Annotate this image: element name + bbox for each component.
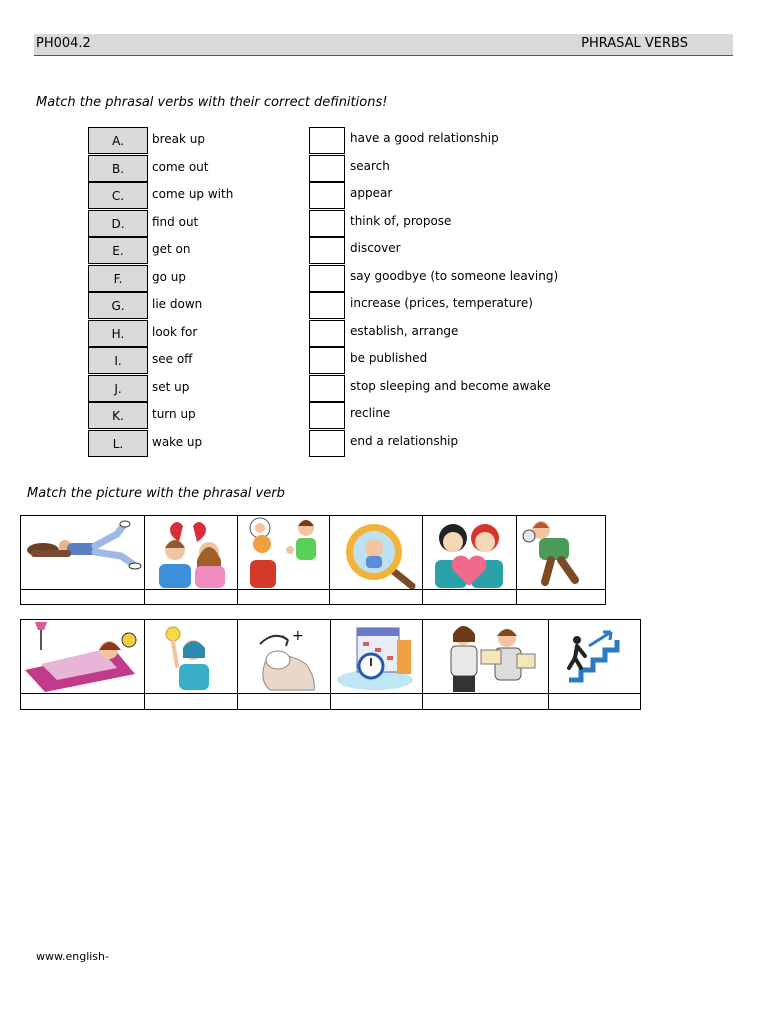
verb-letter: H. — [88, 320, 148, 347]
answer-cell[interactable] — [548, 693, 641, 710]
picture-set-up — [330, 619, 423, 695]
picture-get-on — [422, 515, 517, 591]
definition-text: recline — [350, 406, 391, 420]
phrasal-verb: get on — [152, 242, 191, 256]
picture-come-up-with — [237, 515, 330, 591]
answer-box[interactable] — [309, 127, 345, 154]
picture-turn-up — [237, 619, 331, 695]
phrasal-verb: go up — [152, 270, 186, 284]
definition-text: increase (prices, temperature) — [350, 296, 533, 310]
answer-cell[interactable] — [330, 693, 423, 710]
definition-text: discover — [350, 241, 401, 255]
answer-cell[interactable] — [422, 589, 517, 605]
phrasal-verb: find out — [152, 215, 199, 229]
phrasal-verb: see off — [152, 352, 193, 366]
answer-box[interactable] — [309, 402, 345, 429]
picture-find-out — [329, 515, 423, 591]
picture-look-for — [516, 515, 606, 591]
phrasal-verb: set up — [152, 380, 190, 394]
verb-letter: C. — [88, 182, 148, 209]
verb-letter: I. — [88, 347, 148, 374]
answer-box[interactable] — [309, 210, 345, 237]
definition-text: be published — [350, 351, 428, 365]
hugging-couple-heart-icon — [423, 516, 516, 590]
person-climbing-stairs-icon — [549, 620, 640, 694]
definition-text: end a relationship — [350, 434, 459, 448]
answer-cell[interactable] — [422, 693, 549, 710]
definition-text: search — [350, 159, 390, 173]
phrasal-verb: come out — [152, 160, 209, 174]
answer-cell[interactable] — [144, 693, 238, 710]
picture-wake-up — [20, 619, 145, 695]
verb-letter: F. — [88, 265, 148, 292]
page-header — [34, 34, 733, 56]
answer-box[interactable] — [309, 320, 345, 347]
answer-cell[interactable] — [144, 589, 238, 605]
phrasal-verb: break up — [152, 132, 206, 146]
phrasal-verb: turn up — [152, 407, 196, 421]
definition-text: stop sleeping and become awake — [350, 379, 551, 393]
hand-turning-knob-icon — [238, 620, 330, 694]
definition-text: say goodbye (to someone leaving) — [350, 269, 559, 283]
answer-box[interactable] — [309, 182, 345, 209]
svg-text:+: + — [292, 628, 304, 644]
verb-letter: D. — [88, 210, 148, 237]
broken-heart-couple-icon — [145, 516, 237, 590]
woman-idea-lightbulb-icon — [145, 620, 237, 694]
answer-cell[interactable] — [329, 589, 423, 605]
verb-letter: B. — [88, 155, 148, 182]
answer-box[interactable] — [309, 155, 345, 182]
section1-instruction: Match the phrasal verbs with their correct definitions! — [36, 95, 388, 110]
answer-cell[interactable] — [20, 693, 145, 710]
worksheet-code: PH004.2 — [36, 36, 91, 51]
picture-lie-down — [20, 515, 146, 591]
answer-box[interactable] — [309, 237, 345, 264]
definition-text: appear — [350, 186, 393, 200]
magnifying-glass-icon — [330, 516, 422, 590]
answer-box[interactable] — [309, 375, 345, 402]
phrasal-verb: come up with — [152, 187, 234, 201]
picture-go-up — [548, 619, 641, 695]
verb-letter: E. — [88, 237, 148, 264]
thinking-woman-icon — [238, 516, 329, 590]
verb-letter: K. — [88, 402, 148, 429]
footer-url: www.english- — [36, 950, 109, 963]
phrasal-verb: wake up — [152, 435, 203, 449]
section2-instruction: Match the picture with the phrasal verb — [27, 486, 285, 501]
answer-box[interactable] — [309, 430, 345, 457]
people-with-newspapers-icon — [423, 620, 548, 694]
man-searching-magnifier-icon — [517, 516, 605, 590]
verb-letter: A. — [88, 127, 148, 154]
picture-break-up — [144, 515, 238, 591]
answer-box[interactable] — [309, 265, 345, 292]
definition-text: have a good relationship — [350, 131, 499, 145]
definition-text: establish, arrange — [350, 324, 459, 338]
picture-come-out — [422, 619, 549, 695]
picture-idea — [144, 619, 238, 695]
answer-cell[interactable] — [20, 589, 146, 605]
worksheet-title: PHRASAL VERBS — [581, 36, 688, 51]
woman-waking-alarm-icon — [21, 620, 144, 694]
answer-cell[interactable] — [237, 589, 330, 605]
verb-letter: L. — [88, 430, 148, 457]
calendar-clock-planning-icon — [331, 620, 422, 694]
phrasal-verb: lie down — [152, 297, 203, 311]
answer-box[interactable] — [309, 292, 345, 319]
phrasal-verb: look for — [152, 325, 198, 339]
answer-box[interactable] — [309, 347, 345, 374]
answer-cell[interactable] — [516, 589, 606, 605]
verb-letter: G. — [88, 292, 148, 319]
answer-cell[interactable] — [237, 693, 331, 710]
man-lying-down-icon — [21, 516, 145, 590]
verb-letter: J. — [88, 375, 148, 402]
definition-text: think of, propose — [350, 214, 452, 228]
